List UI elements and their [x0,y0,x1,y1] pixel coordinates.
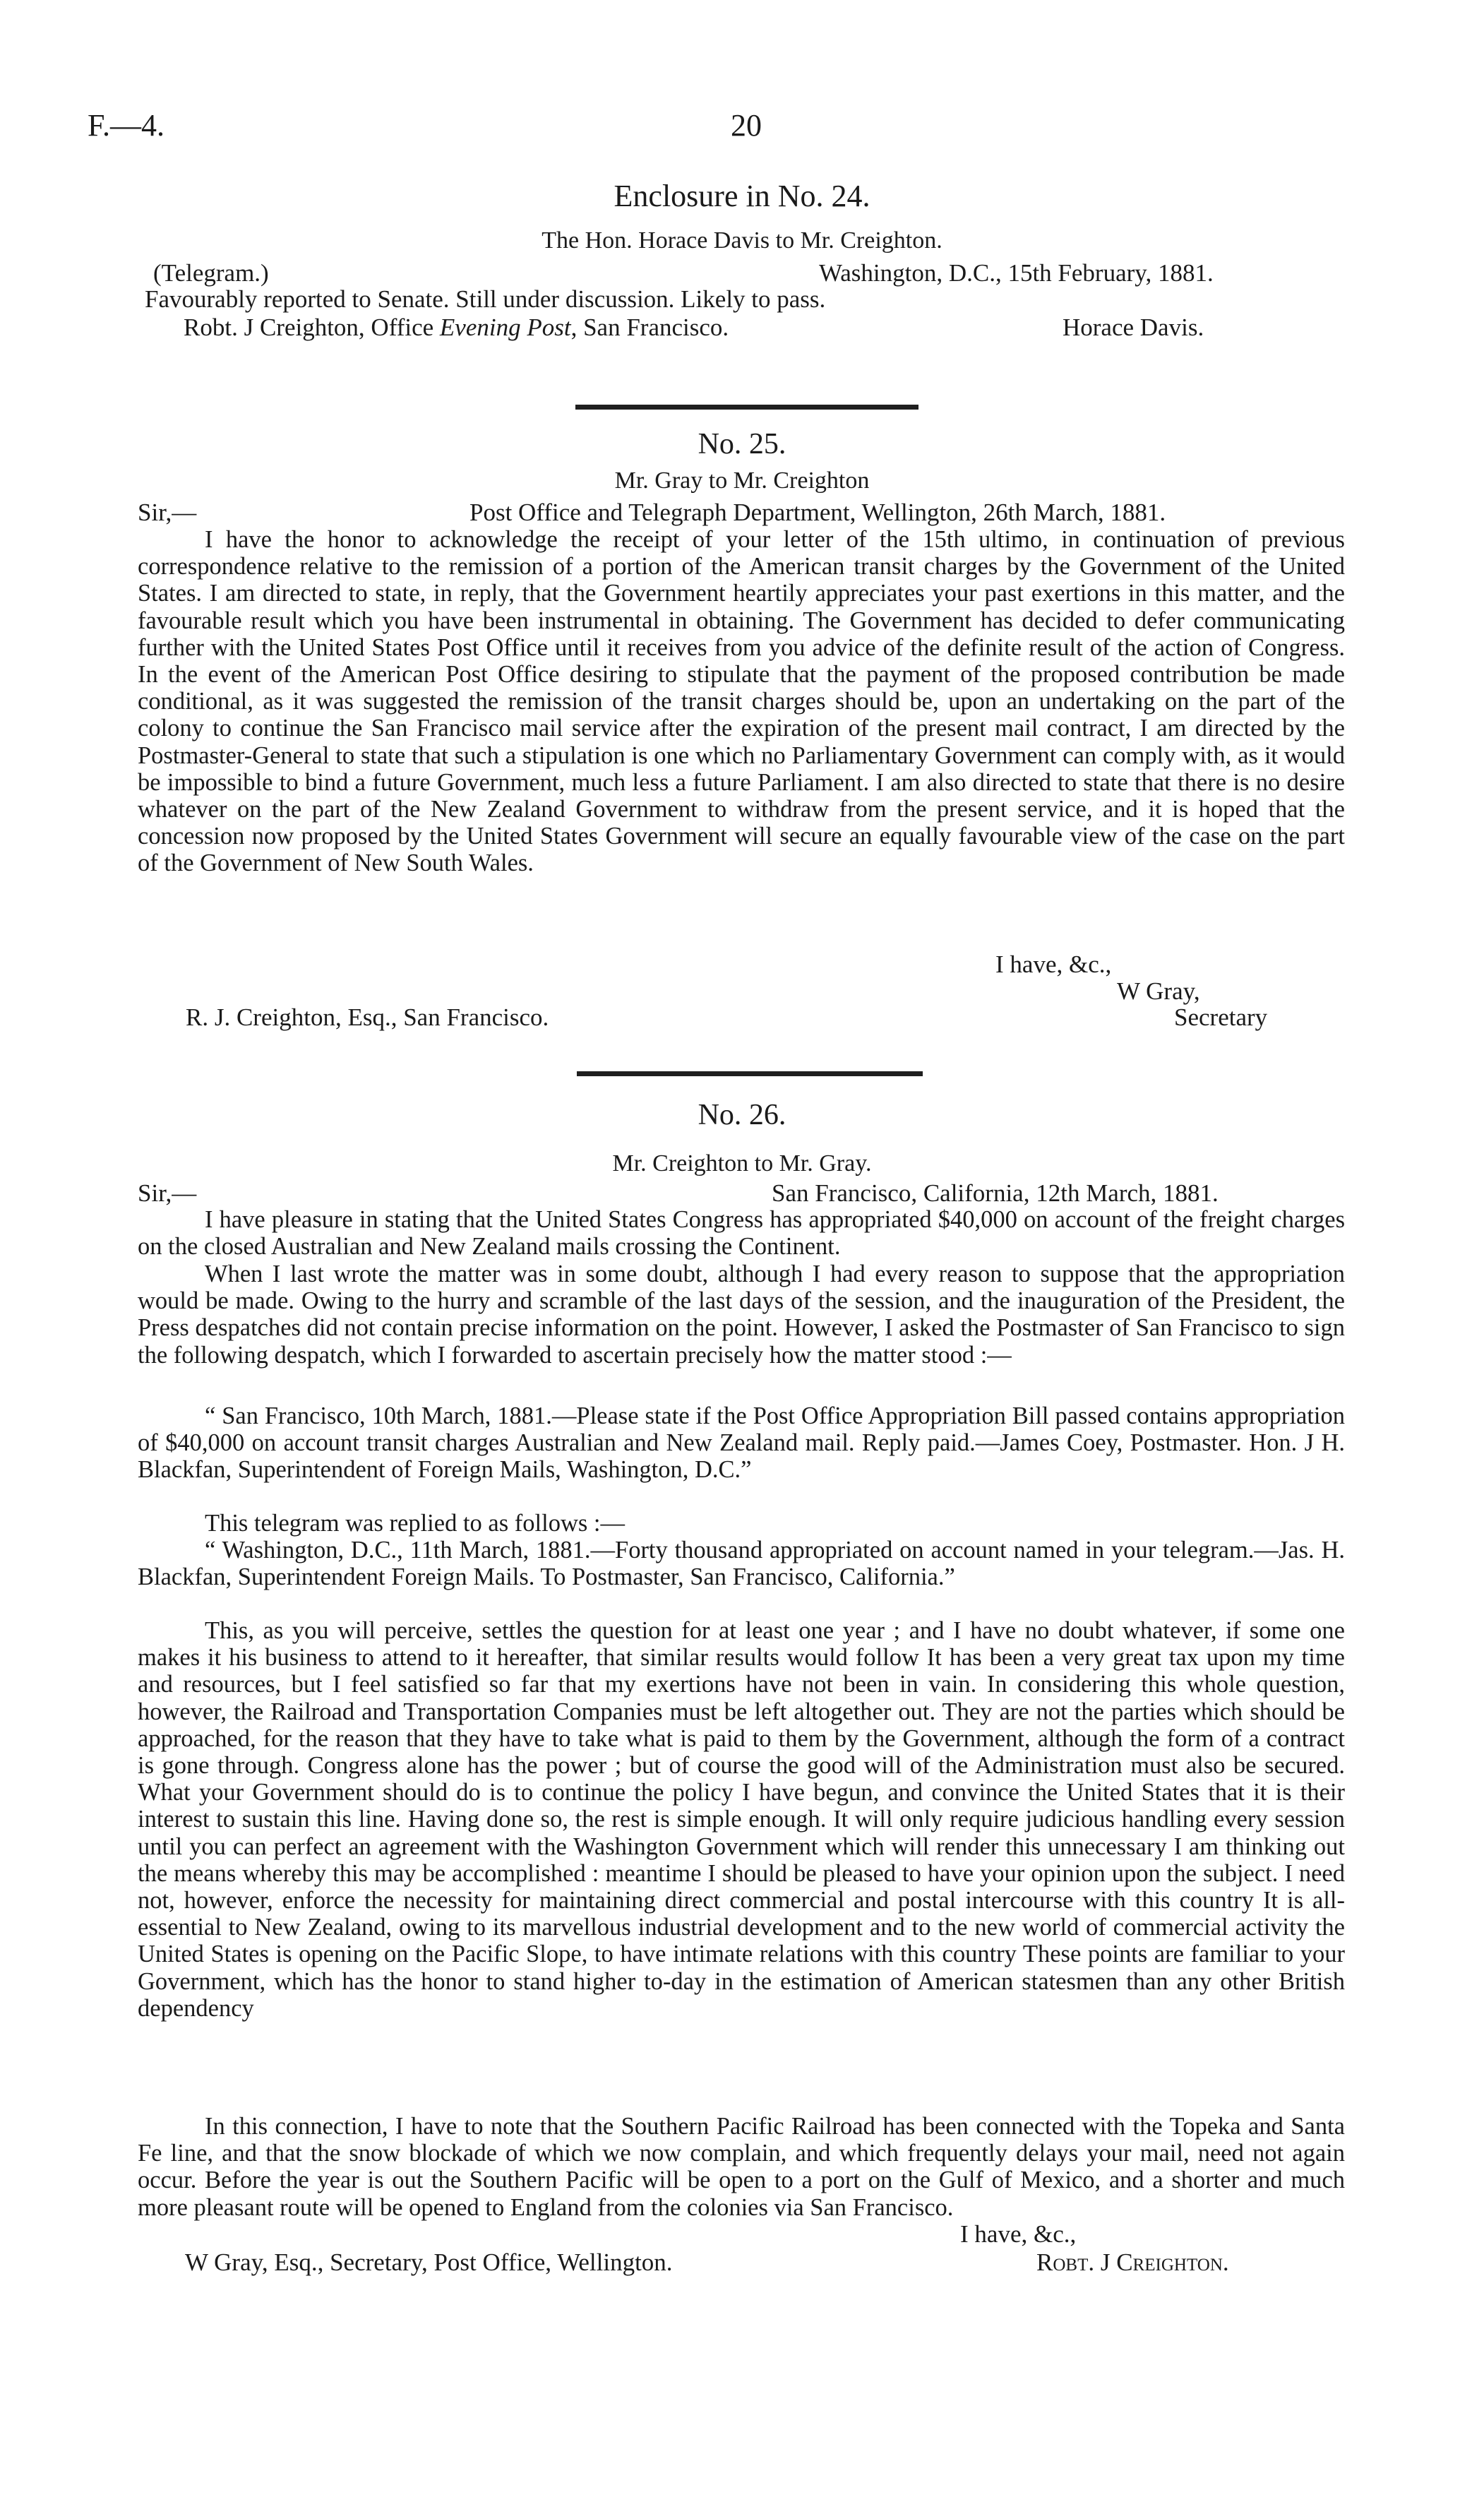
no26-paragraph-3: “ San Francisco, 10th March, 1881.—Please state if the Post Office Appropriation Bill passed contains appropriation of $40,000 on account transit charges Australian and New Zealand mail. Reply paid.—James Coey, Postmaster. Hon. J H. Blackfan, Superintendent of Foreign Mails, Washington, D.C.” [138,1402,1345,1484]
no26-subtitle: Mr. Creighton to Mr. Gray. [612,1150,872,1176]
no26-paragraph-4: This telegram was replied to as follows :— [205,1510,625,1537]
page-number: 20 [731,108,762,143]
no26-paragraph-1: I have pleasure in stating that the United States Congress has appropriated $40,000 on account of the freight charges on the closed Australian and New Zealand mails crossing the Continent. [138,1206,1345,1261]
enclosure-place-date: Washington, D.C., 15th February, 1881. [819,259,1214,287]
no25-signature: W Gray, [1117,977,1200,1005]
addressee-prefix: Robt. J Creighton, Office [184,314,440,341]
no26-addressee: W Gray, Esq., Secretary, Post Office, Wellington. [185,2248,673,2276]
no25-paragraph: I have the honor to acknowledge the receipt of your letter of the 15th ultimo, in continuation of previous correspondence relative to the remission of a portion of the American transit charges by the Government of the United States. I am directed to state, in reply, that the Government heartily appreciates your past exertions in this matter, and the favourable result which you have been instrumental in obtaining. The Government has decided to defer communicating further with the United States Post Office until it receives from you advice of the definite result of the action of Congress. In the event of the American Post Office desiring to stipulate that the payment of the proposed contribution be made conditional, as it was suggested the remission of the transit charges should be, upon an undertaking on the part of the colony to continue the San Francisco mail service after the expiration of the present mail contract, I am directed by the Postmaster-General to state that such a stipulation is one which no Parliamentary Government can comply with, as it would be impossible to bind a future Government, much less a future Parliament. I am also directed to state that there is no desire whatever on the part of the New Zealand Government to withdraw from the present service, and it is hoped that the concession now proposed by the United States Government will secure an equally favourable view of the case on the part of the Government of New South Wales. [138,526,1345,877]
enclosure-title: Enclosure in No. 24. [614,179,870,213]
page-reference: F.—4. [88,108,164,143]
no26-closing: I have, &c., [960,2220,1077,2248]
addressee-suffix: , San Francisco. [570,314,729,341]
no26-place-date: San Francisco, California, 12th March, 1881. [772,1179,1219,1207]
no25-addressee: R. J. Creighton, Esq., San Francisco. [186,1003,549,1031]
enclosure-body: Favourably reported to Senate. Still under discussion. Likely to pass. [145,285,826,313]
no25-salutation: Sir,— [138,499,197,526]
telegram-label: (Telegram.) [153,259,269,287]
no26-signature: Robt. J Creighton. [1036,2248,1229,2276]
no25-title: No. 25. [698,428,786,460]
no26-paragraph-2: When I last wrote the matter was in some doubt, although I had every reason to suppose that the appropriation would be made. Owing to the hurry and scramble of the last days of the session, and the inauguration of the President, the Press despatches did not contain precise information on the point. However, I asked the Postmaster of San Francisco to sign the following despatch, which I forwarded to ascertain precisely how the matter stood :— [138,1261,1345,1369]
no25-place-date: Post Office and Telegraph Department, Wellington, 26th March, 1881. [469,499,1166,526]
enclosure-subtitle: The Hon. Horace Davis to Mr. Creighton. [541,227,943,254]
no26-paragraph-5: “ Washington, D.C., 11th March, 1881.—Forty thousand appropriated on account named in your telegram.—Jas. H. Blackfan, Superintendent Foreign Mails. To Postmaster, San Francisco, California.” [138,1537,1345,1591]
enclosure-addressee [184,314,729,342]
no25-subtitle: Mr. Gray to Mr. Creighton [614,467,870,494]
enclosure-signature: Horace Davis. [1063,314,1204,341]
section-rule [577,1071,923,1076]
newspaper-name: Evening Post [439,314,571,341]
no25-signature-title: Secretary [1174,1003,1268,1031]
no25-closing: I have, &c., [995,951,1112,978]
no26-paragraph-7: In this connection, I have to note that the Southern Pacific Railroad has been connected with the Topeka and Santa Fe line, and that the snow blockade of which we now complain, and which frequently delays your mail, need not again occur. Before the year is out the Southern Pacific will be open to a port on the Gulf of Mexico, and a shorter and much more pleasant route will be opened to England from the colonies via San Francisco. [138,2113,1345,2221]
section-rule [575,405,918,410]
no26-paragraph-6: This, as you will perceive, settles the question for at least one year ; and I have no doubt whatever, if some one makes it his business to attend to it hereafter, that similar results would follow It has been a very great tax upon my time and resources, but I feel satisfied so far that my exertions have not been in vain. In considering this whole question, however, the Railroad and Transportation Companies must be left altogether out. They are not the parties which should be approached, for the reason that they have to take what is paid to them by the Government, although the form of a contract is gone through. Congress alone has the power ; but of course the good will of the Administration must also be secured. What your Government should do is to continue the policy I have begun, and convince the United States that it is their interest to sustain this line. Having done so, the rest is simple enough. It will only require judicious handling every session until you can perfect an agreement with the Washington Government which will render this unnecessary I am thinking out the means whereby this may be accomplished : meantime I should be pleased to have your opinion upon the subject. I need not, however, enforce the necessity for maintaining direct commercial and postal intercourse with this country It is all-essential to New Zealand, owing to its marvellous industrial development and to the new world of commercial activity the United States is opening on the Pacific Slope, to have intimate relations with this country These points are familiar to your Government, which has the honor to stand higher to-day in the estimation of American statesmen than any other British dependency [138,1617,1345,2022]
no26-title: No. 26. [698,1099,786,1131]
no26-salutation: Sir,— [138,1179,197,1207]
